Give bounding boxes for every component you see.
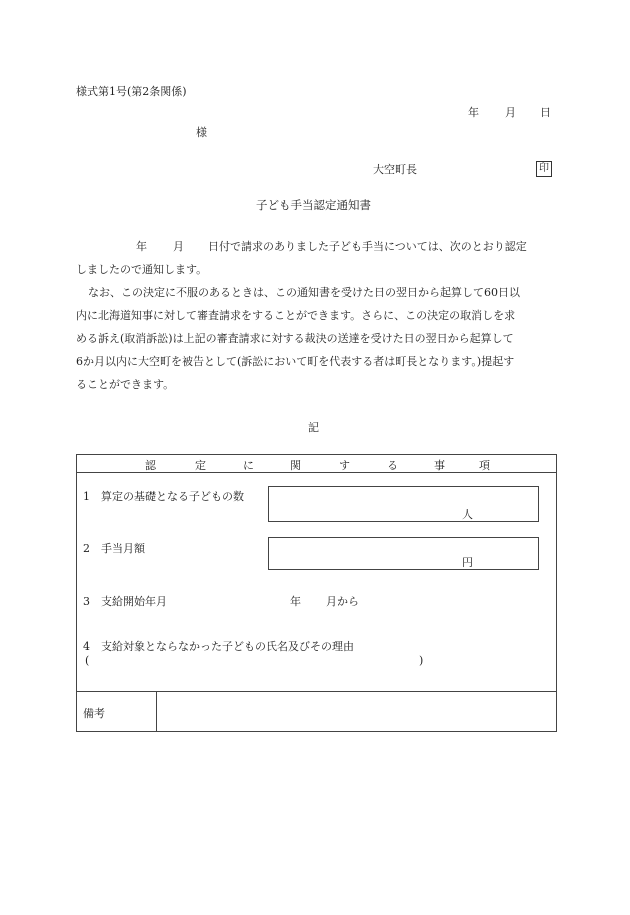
header-char: 定 — [195, 459, 206, 472]
remarks-field[interactable] — [157, 692, 556, 732]
certification-table — [76, 454, 557, 732]
header-char: す — [339, 459, 350, 472]
monthly-amount-field[interactable] — [268, 537, 539, 570]
document-title: 子ども手当認定通知書 — [256, 198, 371, 212]
body-line-5: める訴え(取消訴訟)は上記の審査請求に対する裁決の送達を受けた日の翌日から起算して — [76, 332, 514, 345]
body-line-2: しましたので通知します。 — [76, 263, 208, 276]
body-line-1: 日付で請求のありました子ども手当については、次のとおり認定 — [208, 240, 527, 253]
body-line-4: 内に北海道知事に対して審査請求をすることができます。さらに、この決定の取消しを求 — [76, 309, 516, 322]
remarks-label: 備考 — [83, 707, 105, 720]
date-year-label: 年 — [468, 106, 479, 119]
issuer-name: 大空町長 — [373, 163, 417, 176]
body-line-3: なお、この決定に不服のあるときは、この通知書を受けた日の翌日から起算して60日以 — [88, 286, 520, 299]
body-year-label: 年 — [136, 240, 147, 253]
item-4-label: 4 支給対象とならなかった子どもの氏名及びその理由 — [83, 640, 354, 653]
ki-label: 記 — [308, 421, 319, 434]
child-count-unit: 人 — [462, 508, 473, 521]
header-char: る — [387, 459, 398, 472]
header-char: 事 — [434, 459, 445, 472]
body-line-6: 6か月以内に大空町を被告として(訴訟において町を代表する者は町長となります。)提起す — [76, 355, 515, 368]
header-char: 関 — [290, 459, 301, 472]
body-month-label: 月 — [173, 240, 184, 253]
start-year-label: 年 — [290, 595, 301, 608]
remarks-label-cell — [77, 692, 157, 732]
monthly-amount-unit: 円 — [462, 556, 473, 569]
header-char: に — [243, 459, 254, 472]
start-month-label: 月から — [326, 595, 359, 608]
header-char: 認 — [145, 459, 156, 472]
seal-mark: 印 — [536, 161, 552, 177]
remarks-row — [77, 691, 556, 732]
child-count-field[interactable] — [268, 486, 539, 522]
table-header-row — [77, 455, 556, 473]
body-line-7: ることができます。 — [76, 378, 175, 391]
form-number: 様式第1号(第2条関係) — [76, 85, 187, 98]
item-4-open-paren: ( — [85, 654, 90, 667]
addressee-suffix: 様 — [196, 126, 207, 139]
item-3-label: 3 支給開始年月 — [83, 595, 167, 608]
date-month-label: 月 — [505, 106, 516, 119]
item-2-label: 2 手当月額 — [83, 542, 145, 555]
header-char: 項 — [479, 459, 490, 472]
item-1-label: 1 算定の基礎となる子どもの数 — [83, 490, 244, 503]
item-4-close-paren: ) — [419, 654, 424, 667]
date-day-label: 日 — [540, 106, 551, 119]
